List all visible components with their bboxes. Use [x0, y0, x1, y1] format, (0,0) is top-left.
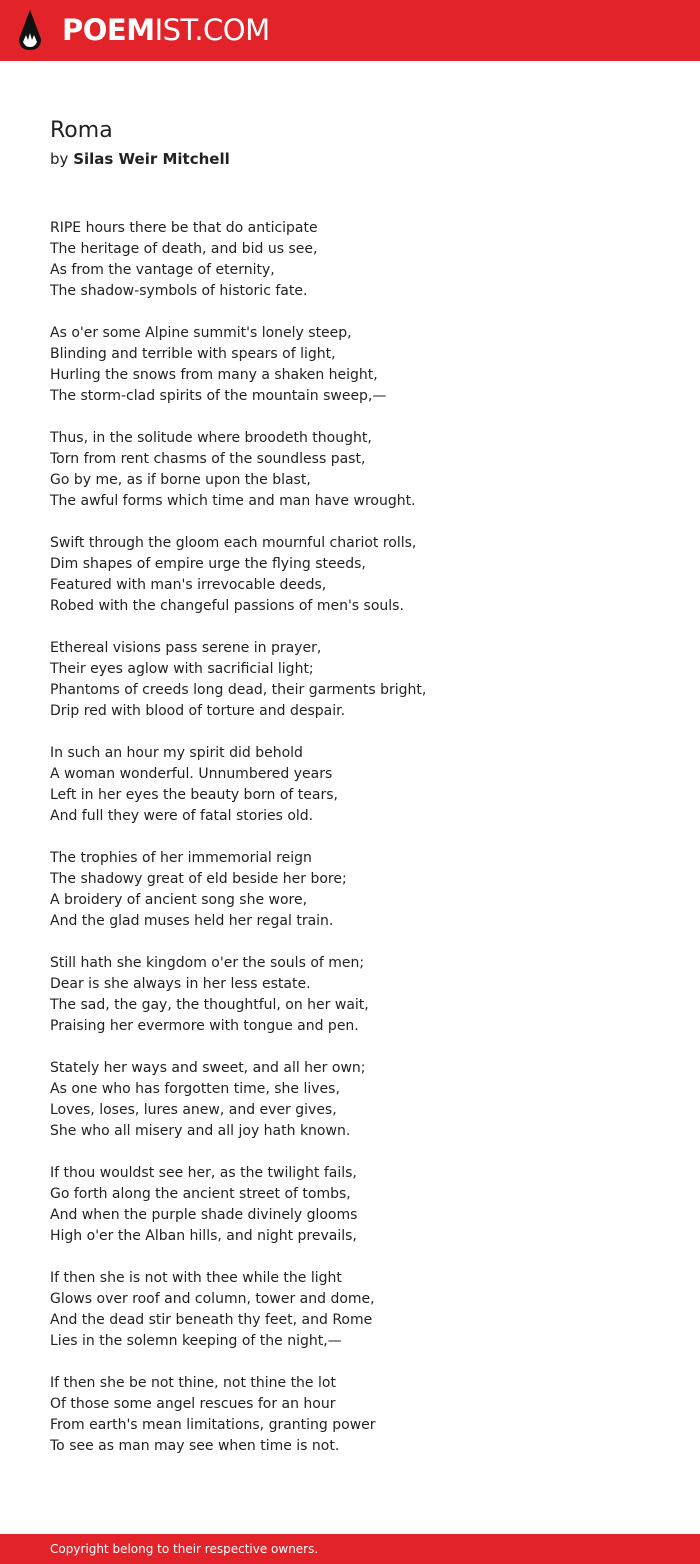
- site-header: [0, 0, 700, 61]
- site-logo[interactable]: [62, 13, 270, 47]
- poem-line: The sad, the gay, the thoughtful, on her wait,: [50, 997, 369, 1013]
- byline-prefix: by: [50, 150, 69, 168]
- poem-line: A broidery of ancient song she wore,: [50, 892, 308, 908]
- poem-line: The awful forms which time and man have wrought.: [50, 493, 416, 509]
- poem-line: Dear is she always in her less estate.: [50, 976, 311, 992]
- stanza: [50, 1163, 670, 1247]
- stanza: [50, 1373, 670, 1457]
- poem-line: And the dead stir beneath thy feet, and Rome: [50, 1312, 373, 1328]
- poem-line: Their eyes aglow with sacrificial light;: [50, 661, 314, 677]
- poem-line: Praising her evermore with tongue and pen.: [50, 1018, 359, 1034]
- poem-line: Swift through the gloom each mournful chariot rolls,: [50, 535, 417, 551]
- poem-line: If then she be not thine, not thine the lot: [50, 1375, 336, 1391]
- poem-line: And full they were of fatal stories old.: [50, 808, 314, 824]
- poem-line: Blinding and terrible with spears of light,: [50, 346, 336, 362]
- stanza: [50, 533, 670, 617]
- logo-light-part: IST.COM: [154, 13, 270, 47]
- poem-line: And the glad muses held her regal train.: [50, 913, 334, 929]
- logo-bold-part: POEM: [62, 13, 155, 47]
- author-name: Silas Weir Mitchell: [73, 150, 230, 168]
- poem-line: High o'er the Alban hills, and night prevails,: [50, 1228, 357, 1244]
- poem-line: In such an hour my spirit did behold: [50, 745, 303, 761]
- stanza: [50, 1268, 670, 1352]
- site-footer: [0, 1534, 700, 1564]
- copyright-text: Copyright belong to their respective owners.: [50, 1542, 319, 1556]
- poem-line: Go forth along the ancient street of tombs,: [50, 1186, 351, 1202]
- poem-line: Ethereal visions pass serene in prayer,: [50, 640, 322, 656]
- poem-line: As o'er some Alpine summit's lonely steep,: [50, 325, 352, 341]
- stanza: [50, 638, 670, 722]
- poem-line: If thou wouldst see her, as the twilight fails,: [50, 1165, 357, 1181]
- poem-line: And when the purple shade divinely glooms: [50, 1207, 358, 1223]
- poem-line: Phantoms of creeds long dead, their garments bright,: [50, 682, 427, 698]
- stanza: [50, 953, 670, 1037]
- poem-line: A woman wonderful. Unnumbered years: [50, 766, 333, 782]
- poem-line: Robed with the changeful passions of men's souls.: [50, 598, 404, 614]
- poem-line: Still hath she kingdom o'er the souls of men;: [50, 955, 365, 971]
- poem-line: Torn from rent chasms of the soundless past,: [50, 451, 366, 467]
- poem-line: If then she is not with thee while the light: [50, 1270, 342, 1286]
- stanza: [50, 848, 670, 932]
- stanza: [50, 218, 670, 302]
- poem-line: The storm-clad spirits of the mountain sweep,—: [50, 388, 387, 404]
- poem-line: Stately her ways and sweet, and all her own;: [50, 1060, 366, 1076]
- poem-line: Drip red with blood of torture and despair.: [50, 703, 346, 719]
- poem-line: The shadow-symbols of historic fate.: [50, 283, 308, 299]
- poem-line: RIPE hours there be that do anticipate: [50, 220, 318, 236]
- poem-line: Left in her eyes the beauty born of tears,: [50, 787, 338, 803]
- poem-line: Featured with man's irrevocable deeds,: [50, 577, 327, 593]
- poem-line: The trophies of her immemorial reign: [50, 850, 312, 866]
- poem-line: Loves, loses, lures anew, and ever gives,: [50, 1102, 337, 1118]
- poem-body: [50, 218, 670, 1478]
- poem-line: Hurling the snows from many a shaken height,: [50, 367, 378, 383]
- stanza: [50, 1058, 670, 1142]
- poem-line: The heritage of death, and bid us see,: [50, 241, 318, 257]
- poem-line: Go by me, as if borne upon the blast,: [50, 472, 311, 488]
- pencil-tip-icon[interactable]: [17, 9, 43, 51]
- poem-line: Dim shapes of empire urge the flying steeds,: [50, 556, 366, 572]
- poem-line: Lies in the solemn keeping of the night,—: [50, 1333, 342, 1349]
- poem-line: Thus, in the solitude where broodeth thought,: [50, 430, 372, 446]
- poem-line: As from the vantage of eternity,: [50, 262, 275, 278]
- poem-line: To see as man may see when time is not.: [50, 1438, 340, 1454]
- stanza: [50, 743, 670, 827]
- poem-line: The shadowy great of eld beside her bore;: [50, 871, 347, 887]
- stanza: [50, 428, 670, 512]
- poem-line: Of those some angel rescues for an hour: [50, 1396, 336, 1412]
- poem-title: Roma: [50, 118, 113, 143]
- stanza: [50, 323, 670, 407]
- poem-line: As one who has forgotten time, she lives,: [50, 1081, 340, 1097]
- poem-line: Glows over roof and column, tower and dome,: [50, 1291, 375, 1307]
- poem-line: From earth's mean limitations, granting power: [50, 1417, 376, 1433]
- poem-byline: [50, 149, 230, 169]
- poem-line: She who all misery and all joy hath known.: [50, 1123, 351, 1139]
